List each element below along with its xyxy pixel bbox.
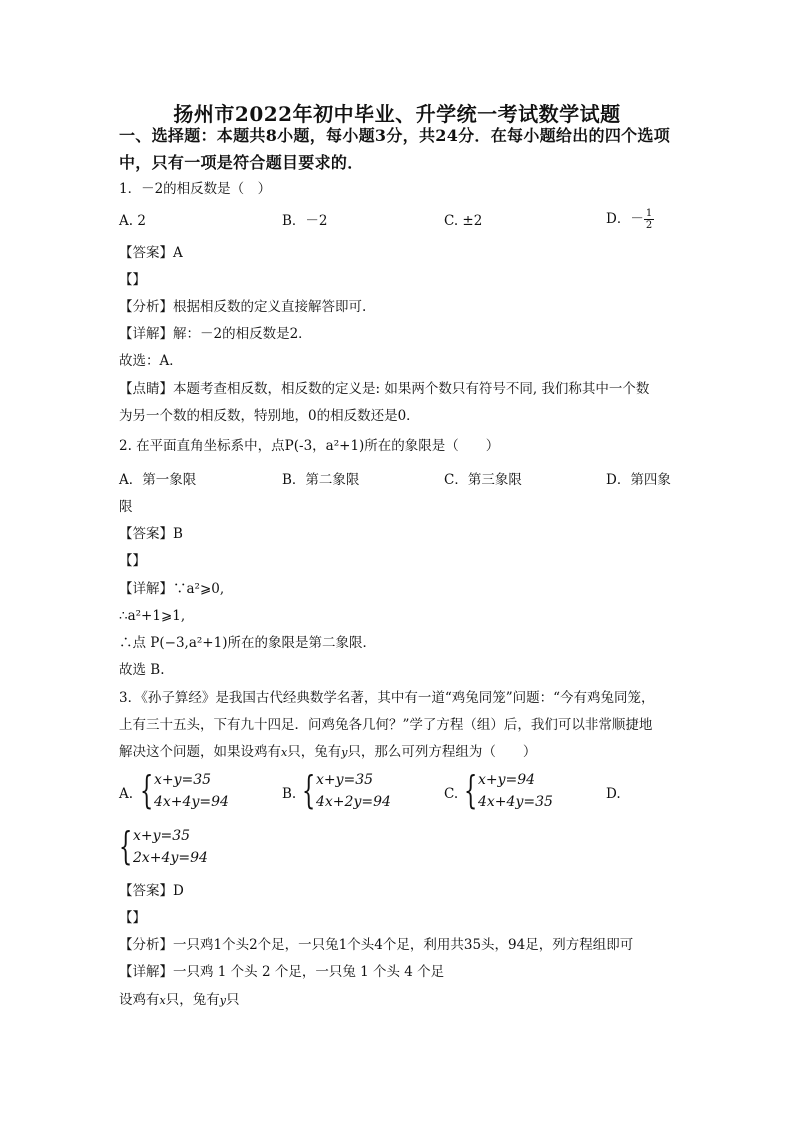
q2-option-d-continuation: 限: [119, 499, 133, 515]
q3-option-b-label: B.: [282, 786, 297, 802]
q3-option-c-label: C.: [444, 786, 459, 802]
q2-detail-line3: ∴点 P(−3,a²+1)所在的象限是第二象限．: [119, 635, 376, 651]
page-title: 扬州市2022年初中毕业、升学统一考试数学试题: [173, 102, 621, 126]
q2-detail-line2: ∴a²+1⩾1,: [119, 608, 186, 624]
q1-answer: 【答案】A: [119, 245, 183, 261]
q3-option-d-system: [119, 824, 239, 872]
equation-2: 4x+2y=94: [316, 794, 391, 810]
q3-stem-text-a: 解决这个问题，如果设鸡有: [119, 744, 281, 760]
q3-assumption: [119, 991, 239, 1010]
q3-stem-text-b: 只，兔有: [287, 744, 342, 760]
q1-comment-line2: 为另一个数的相反数，特别地，0的相反数还是0．: [119, 408, 420, 424]
q1-option-c: C. ±2: [444, 213, 483, 229]
q1-choose: 故选：A．: [119, 353, 183, 369]
equation-1: x+y=35: [133, 828, 191, 844]
q3-answer: 【答案】D: [119, 883, 184, 899]
q3-blank: 【】: [119, 910, 146, 926]
q2-option-c: C．第三象限: [444, 472, 522, 488]
equation-1: x+y=35: [154, 772, 212, 788]
q3-option-d-label: D.: [606, 786, 621, 802]
q3-option-c-system: [464, 768, 584, 816]
fraction-denominator: 2: [645, 220, 653, 231]
q3-stem-line1: 3．《孙子算经》是我国古代经典数学名著，其中有一道“鸡兔同笼”问题：“今有鸡兔同笼，: [119, 690, 655, 706]
q2-option-d: D．第四象: [606, 472, 671, 488]
q1-option-b: B．－2: [282, 213, 328, 229]
q2-detail-line1: 【详解】∵a²⩾0,: [119, 581, 225, 597]
q3-assumption-text-b: 只，兔有: [165, 992, 220, 1008]
q2-stem: 2. 在平面直角坐标系中，点P(-3，a²+1)所在的象限是（ ）: [119, 438, 500, 454]
q1-stem: 1．－2的相反数是（ ）: [119, 181, 272, 197]
q1-option-d: [606, 208, 654, 231]
q2-blank: 【】: [119, 553, 146, 569]
variable-x: x: [159, 994, 166, 1007]
section-heading-line2: 中，只有一项是符合题目要求的．: [119, 153, 364, 172]
left-brace: {: [464, 768, 478, 812]
q3-stem-line3: [119, 743, 536, 762]
q3-stem-text-c: 只，那么可列方程组为（ ）: [347, 744, 537, 760]
q3-option-a-label: A.: [119, 786, 134, 802]
equation-2: 4x+4y=94: [154, 794, 229, 810]
q1-option-d-prefix: D．－: [606, 211, 644, 227]
q1-option-a: A. 2: [119, 213, 146, 229]
equation-2: 4x+4y=35: [478, 794, 553, 810]
q1-comment-line1: 【点睛】本题考查相反数，相反数的定义是: 如果两个数只有符号不同, 我们称其中一个数: [119, 381, 650, 397]
q1-analysis: 【分析】根据相反数的定义直接解答即可.: [119, 299, 367, 315]
q3-detail: 【详解】一只鸡 1 个头 2 个足，一只兔 1 个头 4 个足: [119, 964, 445, 980]
left-brace: {: [302, 768, 316, 812]
fraction-numerator: 1: [645, 208, 653, 219]
variable-x: x: [281, 746, 288, 759]
left-brace: {: [140, 768, 154, 812]
q3-stem-line2: 上有三十五头，下有九十四足．问鸡兔各几何？”学了方程（组）后，我们可以非常顺捷地: [119, 717, 653, 733]
left-brace: {: [119, 824, 133, 868]
equation-1: x+y=35: [316, 772, 374, 788]
q3-option-b-system: [302, 768, 422, 816]
q3-assumption-text-c: 只: [225, 992, 240, 1008]
variable-y: y: [341, 746, 348, 759]
equation-1: x+y=94: [478, 772, 536, 788]
q3-option-a-system: [140, 768, 260, 816]
q1-detail: 【详解】解：－2的相反数是2．: [119, 326, 312, 342]
q1-option-d-fraction: [644, 208, 654, 231]
q2-option-a: A．第一象限: [119, 472, 197, 488]
q2-choose: 故选 B.: [119, 662, 165, 678]
section-heading-line1: 一、选择题：本题共8小题，每小题3分，共24分．在每小题给出的四个选项: [119, 126, 671, 145]
q2-option-b: B．第二象限: [282, 472, 360, 488]
q3-assumption-text-a: 设鸡有: [119, 992, 160, 1008]
q1-blank: 【】: [119, 272, 146, 288]
equation-2: 2x+4y=94: [133, 850, 208, 866]
q3-analysis: 【分析】一只鸡1个头2个足，一只兔1个头4个足，利用共35头，94足，列方程组即可: [119, 937, 634, 953]
q2-answer: 【答案】B: [119, 526, 183, 542]
variable-y: y: [219, 994, 226, 1007]
